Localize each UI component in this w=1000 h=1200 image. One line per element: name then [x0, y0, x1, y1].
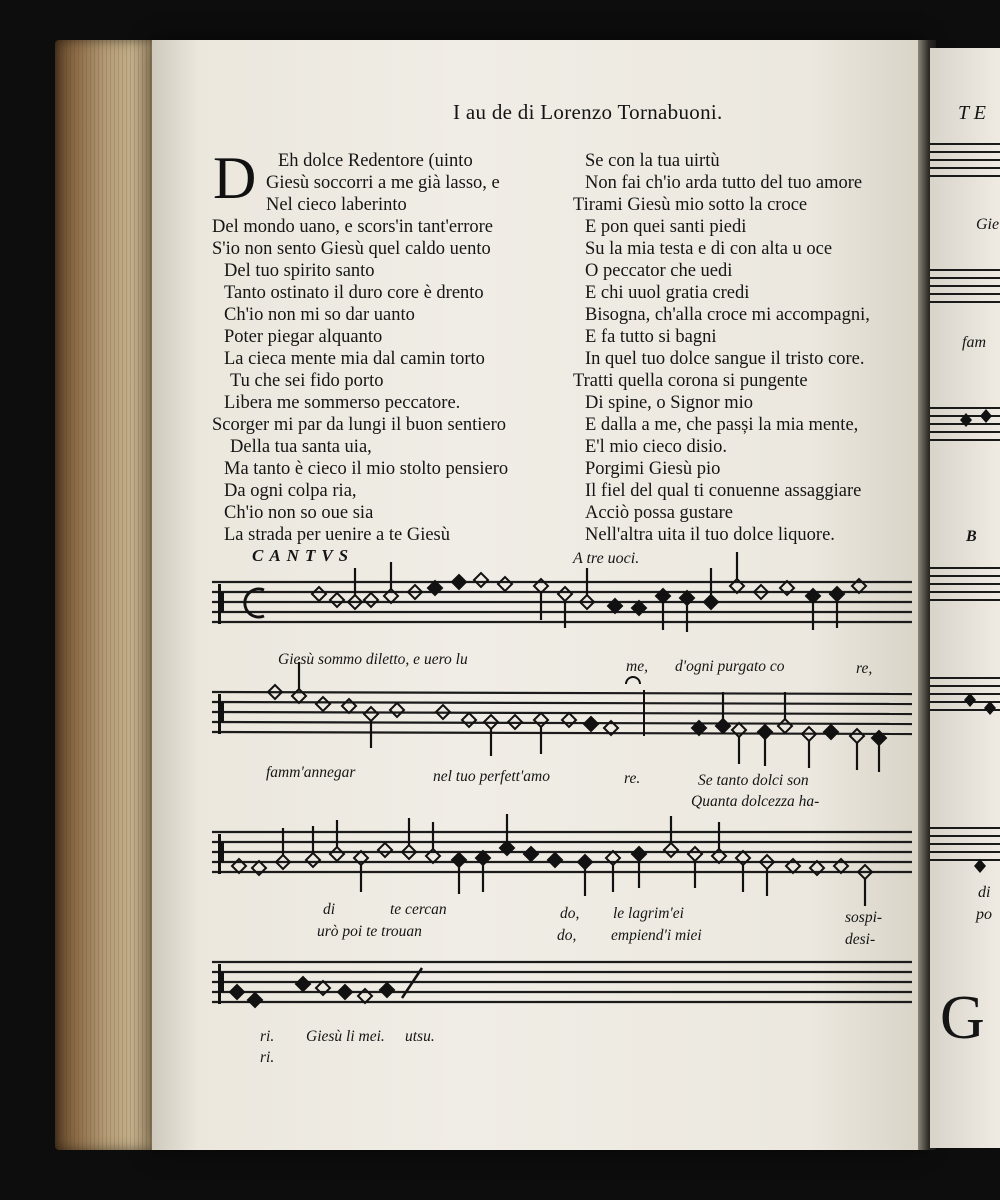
poem-line: Eh dolce Redentore (uinto — [278, 151, 473, 171]
note-head — [704, 595, 718, 609]
music-staff-2 — [212, 670, 912, 760]
note-head — [758, 725, 772, 739]
facing-part-label: B — [966, 528, 977, 545]
poem-line: Scorger mi par da lungi il buon sentiero — [212, 415, 507, 435]
poem-line: E pon quei santi piedi — [585, 217, 747, 237]
poem-line: Tratti quella corona si pungente — [573, 371, 808, 391]
poem-line: Poter piegar alquanto — [224, 327, 383, 347]
note-head — [778, 719, 792, 733]
note-head — [578, 855, 592, 869]
poem-line: E chi uuol gratia credi — [585, 283, 750, 303]
poem-line: Da ogni colpa ria, — [224, 481, 357, 501]
note-head — [548, 853, 562, 867]
poem-line: Se con la tua uirtù — [585, 151, 720, 171]
poem-line: Ma tanto è cieco il mio stolto pensiero — [224, 459, 509, 479]
lyric-text: nel tuo perfett'amo — [433, 768, 550, 785]
note-head — [338, 985, 352, 999]
note-head — [292, 689, 306, 703]
poem-line: Tirami Giesù mio sotto la croce — [573, 195, 808, 215]
note-head — [850, 729, 864, 743]
note-head — [342, 699, 356, 713]
facing-lyric-4: po — [976, 906, 992, 923]
note-head — [584, 717, 598, 731]
facing-lyric-3: di — [978, 884, 991, 901]
page-header: I au de di Lorenzo Tornabuoni. — [453, 100, 723, 124]
lyric-text: utsu. — [405, 1028, 435, 1045]
note-head — [306, 853, 320, 867]
note-head — [230, 985, 244, 999]
lyric-text: te cercan — [390, 901, 447, 918]
lyric-text: le lagrim'ei — [613, 905, 684, 922]
lyric-text: ri. — [260, 1028, 275, 1045]
note-head — [524, 847, 538, 861]
poem-line: E fa tutto si bagni — [585, 327, 717, 347]
poem-line: O peccator che uedi — [585, 261, 733, 281]
lyric-text: empiend'i miei — [611, 927, 702, 944]
poem-line: Ch'io non so oue sia — [224, 503, 374, 523]
poem-line: La strada per uenire a te Giesù — [224, 525, 451, 545]
lyric-text: Quanta dolcezza ha- — [691, 793, 820, 810]
poem-line: Su la mia testa e di con alta u oce — [585, 239, 833, 259]
lyric-text: do, — [557, 927, 577, 944]
poem-line: Ch'io non mi so dar uanto — [224, 305, 415, 325]
poem-left-column — [212, 145, 509, 546]
facing-page — [930, 48, 1000, 1148]
note-head — [364, 707, 378, 721]
note-head — [664, 843, 678, 857]
note-head — [498, 577, 512, 591]
note-head — [562, 713, 576, 727]
note-head — [296, 977, 310, 991]
note-head — [534, 713, 548, 727]
poem-line: Non fai ch'io arda tutto del tuo amore — [585, 173, 863, 193]
poem-line: Porgimi Giesù pio — [585, 459, 721, 479]
poem-line: Nel cieco laberinto — [266, 195, 407, 215]
note-head — [390, 703, 404, 717]
note-head — [732, 723, 746, 737]
drop-cap-initial: D — [213, 145, 257, 211]
facing-lyric-1: Gie — [976, 216, 1000, 233]
poem-line: Nell'altra uita il tuo dolce liquore. — [585, 525, 835, 545]
poem-line: Bisogna, ch'alla croce mi accompagni, — [585, 305, 870, 325]
poem-right-column — [573, 150, 870, 546]
note-head — [316, 697, 330, 711]
lyric-text: sospi- — [845, 909, 883, 926]
lyric-text: Giesù sommo diletto, e uero lu — [278, 651, 468, 668]
lyric-text: re. — [624, 770, 641, 787]
poem-line: In quel tuo dolce sangue il tristo core. — [585, 349, 865, 369]
poem-line: Tu che sei fido porto — [230, 371, 384, 391]
note-head — [462, 713, 476, 727]
poem-line: Del mondo uano, e scors'in tant'errore — [212, 217, 493, 237]
poem-line: La cieca mente mia dal camin torto — [224, 349, 485, 369]
poem-line: Libera me sommerso peccatore. — [224, 393, 461, 413]
note-head — [248, 993, 262, 1007]
note-head — [474, 573, 488, 587]
music-staff-4 — [212, 950, 912, 1030]
lyric-text: me, — [626, 658, 648, 675]
lyric-text: ri. — [260, 1049, 275, 1066]
lyric-text: Se tanto dolci son — [698, 772, 809, 789]
poem-line: Del tuo spirito santo — [224, 261, 375, 281]
note-head — [330, 593, 344, 607]
poem-line: E dalla a me, che pasși la mia mente, — [585, 415, 859, 435]
poem-line: Acciò possa gustare — [585, 503, 733, 523]
part-label: CANTVS — [252, 546, 355, 565]
poem-line: Tanto ostinato il duro core è drento — [224, 283, 484, 303]
note-head — [452, 575, 466, 589]
note-head — [558, 587, 572, 601]
lyric-text: di — [323, 901, 336, 918]
facing-initial: G — [940, 984, 985, 1052]
lyric-text: desi- — [845, 931, 876, 948]
note-head — [830, 587, 844, 601]
lyric-text: re, — [856, 660, 873, 677]
note-head — [688, 847, 702, 861]
book-fore-edge — [55, 40, 165, 1150]
facing-lyric-2: fam — [962, 334, 986, 351]
note-head — [330, 847, 344, 861]
note-head — [378, 843, 392, 857]
poem-line: Di spine, o Signor mio — [585, 393, 754, 413]
lyric-text: urò poi te trouan — [317, 923, 422, 940]
lyric-text: famm'annegar — [266, 764, 356, 781]
note-head — [364, 593, 378, 607]
lyric-text: do, — [560, 905, 580, 922]
lyric-text: Giesù li mei. — [306, 1028, 385, 1045]
facing-header-fragment: T E — [958, 102, 986, 124]
note-head — [452, 853, 466, 867]
poem-line: Giesù soccorri a me già lasso, e — [266, 173, 500, 193]
note-head — [380, 983, 394, 997]
note-head — [312, 587, 326, 601]
music-staff-1 — [212, 560, 912, 650]
poem-line: Il fiel del qual ti conuenne assaggiare — [585, 481, 862, 501]
note-head — [632, 847, 646, 861]
poem-line: S'io non sento Giesù quel caldo uento — [212, 239, 491, 259]
note-head — [824, 725, 838, 739]
voices-label: A tre uoci. — [573, 550, 640, 567]
music-staff-3 — [212, 810, 912, 900]
poem-line: E'l mio cieco disio. — [585, 437, 728, 457]
poem-line: Della tua santa uia, — [230, 437, 372, 457]
lyric-text: d'ogni purgato co — [675, 658, 785, 675]
note-head — [716, 719, 730, 733]
